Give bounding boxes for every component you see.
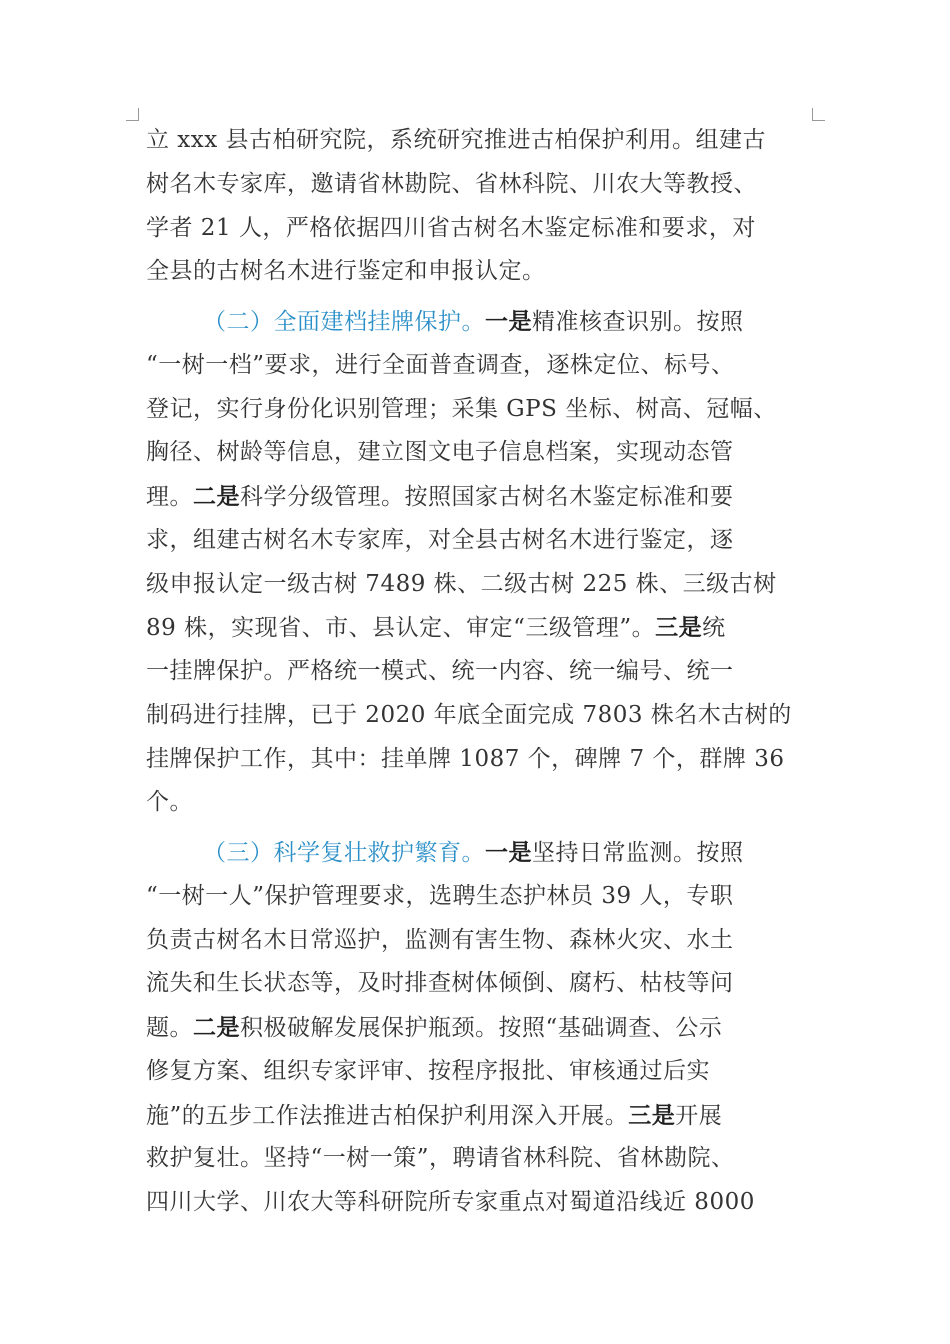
body-text: 四川大学、川农大等科研院所专家重点对蜀道沿线近 8000 xyxy=(146,1189,755,1215)
text-line xyxy=(146,163,806,207)
body-text: 学者 21 人，严格依据四川省古树名木鉴定标准和要求，对 xyxy=(146,214,756,241)
body-text: 开展 xyxy=(675,1102,723,1129)
body-text: 树名木专家库，邀请省林勘院、省林科院、川农大等教授、 xyxy=(146,170,757,197)
text-line xyxy=(146,388,806,432)
text-line xyxy=(146,563,806,607)
body-text: 修复方案、组织专家评审、按程序报批、审核通过后实 xyxy=(146,1057,710,1084)
body-text: 精准核查识别。按照 xyxy=(532,309,744,335)
text-line xyxy=(146,431,806,475)
text-line xyxy=(146,650,806,694)
body-text: 求，组建古树名木专家库，对全县古树名木进行鉴定，逐 xyxy=(146,526,734,553)
text-line xyxy=(146,606,806,650)
body-text: 流失和生长状态等，及时排查树体倾倒、腐朽、枯枝等问 xyxy=(146,970,734,997)
ordinal-marker: 三是 xyxy=(655,614,703,642)
text-line xyxy=(146,207,806,251)
body-text: 胸径、树龄等信息，建立图文电子信息档案，实现动态管 xyxy=(146,439,734,466)
text-line xyxy=(146,250,806,294)
body-text: 统 xyxy=(702,615,726,642)
text-line xyxy=(146,919,806,963)
text-line xyxy=(146,119,806,163)
ordinal-marker: 二是 xyxy=(193,483,240,510)
body-text: “一树一档”要求，进行全面普查调查，逐株定位、标号、 xyxy=(146,351,735,378)
body-text: 理。 xyxy=(146,484,193,510)
text-line xyxy=(146,875,806,919)
crop-mark-top-right xyxy=(812,108,825,121)
crop-mark-top-left xyxy=(126,108,139,121)
text-line xyxy=(146,781,806,825)
document-body xyxy=(146,119,806,1225)
body-text: 挂牌保护工作，其中：挂单牌 1087 个，碑牌 7 个，群牌 36 xyxy=(146,745,785,772)
body-text: 89 株，实现省、市、县认定、审定“三级管理”。 xyxy=(146,615,656,642)
body-text: 积极破解发展保护瓶颈。按照“基础调查、公示 xyxy=(240,1015,723,1041)
body-text: 题。 xyxy=(146,1015,193,1041)
text-line xyxy=(146,1006,806,1050)
body-text: 一挂牌保护。严格统一模式、统一内容、统一编号、统一 xyxy=(146,658,734,684)
text-line xyxy=(146,344,806,388)
body-text: 施”的五步工作法推进古柏保护利用深入开展。 xyxy=(146,1102,629,1129)
body-text: 级申报认定一级古树 7489 株、二级古树 225 株、三级古树 xyxy=(146,570,777,597)
text-line xyxy=(146,1181,806,1225)
ordinal-marker: 三是 xyxy=(628,1101,676,1129)
text-line xyxy=(146,1137,806,1181)
ordinal-marker: 二是 xyxy=(193,1014,240,1041)
text-line xyxy=(146,1094,806,1138)
text-line xyxy=(146,475,806,519)
ordinal-marker: 一是 xyxy=(485,839,532,866)
section-heading: （三）科学复壮救护繁育。 xyxy=(203,840,485,866)
body-text: 救护复壮。坚持“一树一策”，聘请省林科院、省林勘院、 xyxy=(146,1145,735,1172)
body-text: 坚持日常监测。按照 xyxy=(532,840,744,866)
body-text: 科学分级管理。按照国家古树名木鉴定标准和要 xyxy=(240,484,734,510)
ordinal-marker: 一是 xyxy=(485,308,532,335)
text-line xyxy=(146,738,806,782)
section-heading-line xyxy=(146,300,806,344)
text-line xyxy=(146,962,806,1006)
body-text: 制码进行挂牌，已于 2020 年底全面完成 7803 株名木古树的 xyxy=(146,701,792,728)
body-text: 个。 xyxy=(146,789,193,816)
body-text: 登记，实行身份化识别管理；采集 GPS 坐标、树高、冠幅、 xyxy=(146,395,777,422)
body-text: 全县的古树名木进行鉴定和申报认定。 xyxy=(146,258,546,285)
text-line xyxy=(146,694,806,738)
text-line xyxy=(146,519,806,563)
text-line xyxy=(146,1050,806,1094)
body-text: “一树一人”保护管理要求，选聘生态护林员 39 人，专职 xyxy=(146,882,734,909)
body-text: 负责古树名木日常巡护，监测有害生物、森林火灾、水土 xyxy=(146,926,734,953)
section-heading-line xyxy=(146,831,806,875)
section-heading: （二）全面建档挂牌保护。 xyxy=(203,309,485,335)
body-text: 立 xxx 县古柏研究院，系统研究推进古柏保护利用。组建古 xyxy=(146,127,767,153)
